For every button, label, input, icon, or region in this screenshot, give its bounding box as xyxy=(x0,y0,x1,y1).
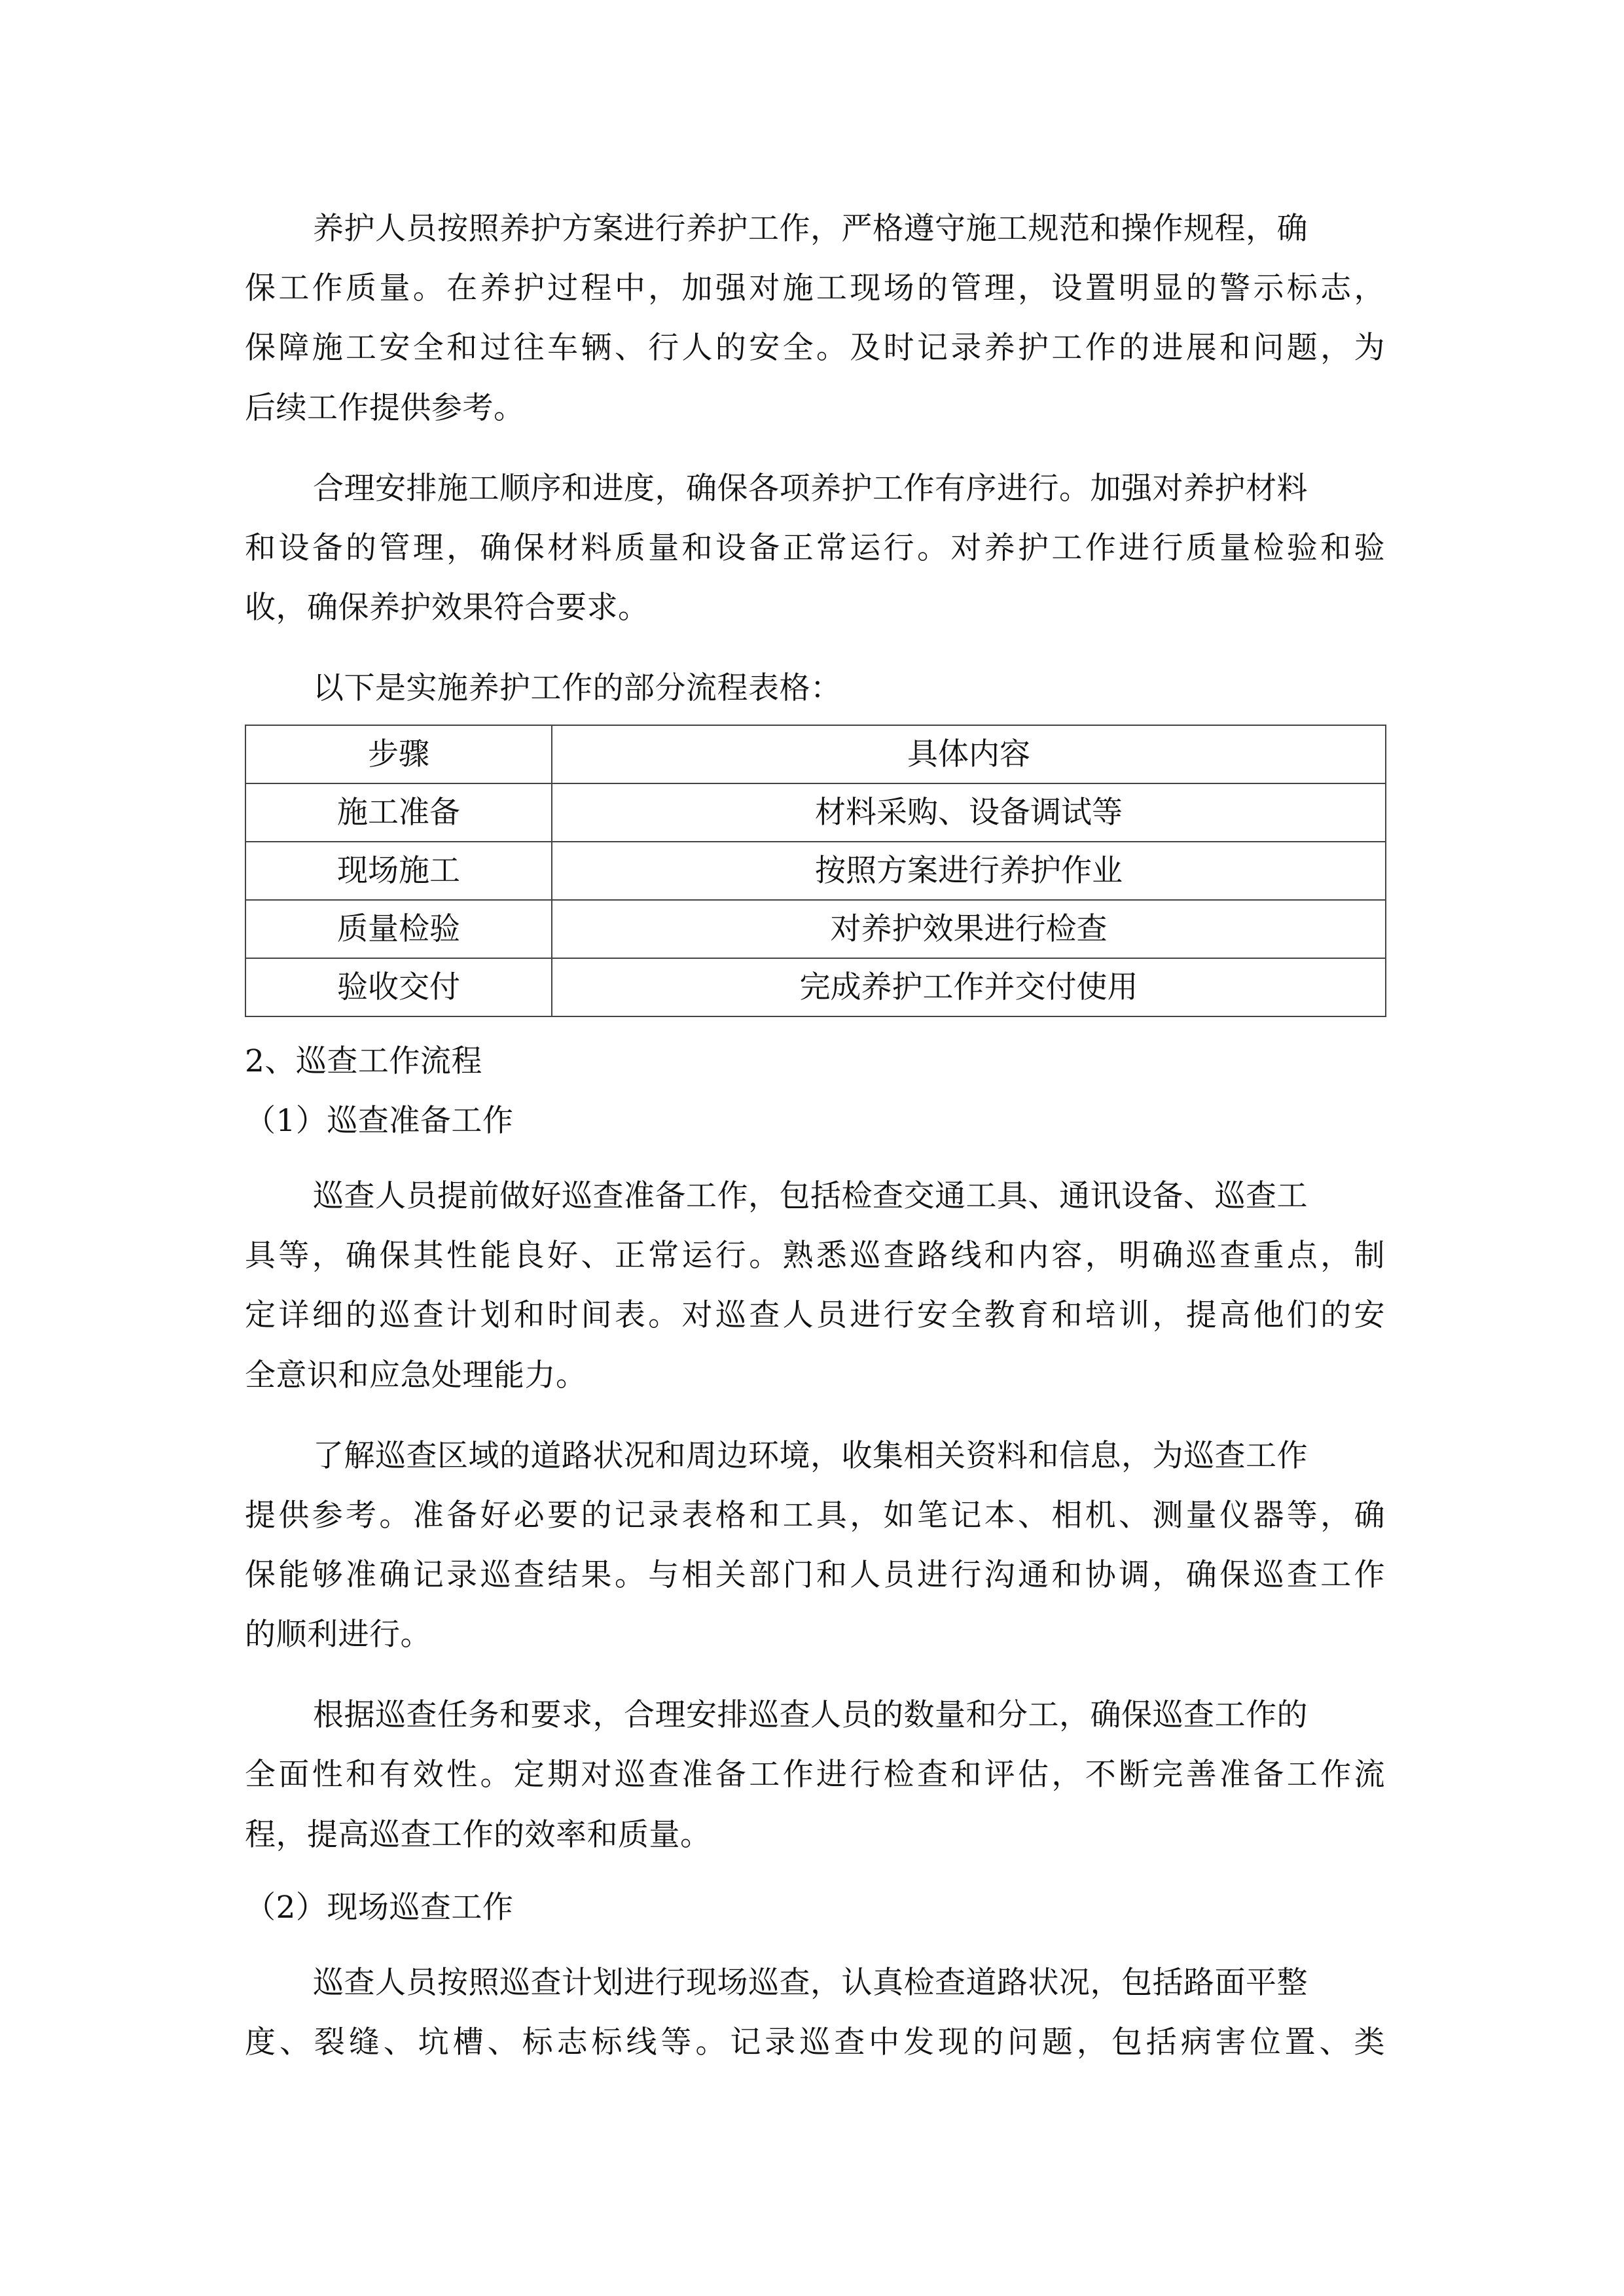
table-row xyxy=(245,783,1386,842)
table-header-row xyxy=(245,725,1386,783)
table-cell-content: 按照方案进行养护作业 xyxy=(552,842,1386,900)
paragraph-line: 保工作质量。在养护过程中，加强对施工现场的管理，设置明显的警示标志， xyxy=(245,270,1385,306)
table-row xyxy=(245,958,1386,1016)
table-cell-content: 完成养护工作并交付使用 xyxy=(552,958,1386,1016)
paragraph-line: 全意识和应急处理能力。 xyxy=(245,1357,587,1393)
paragraph-line: 和设备的管理，确保材料质量和设备正常运行。对养护工作进行质量检验和验 xyxy=(245,530,1385,566)
paragraph-line: 后续工作提供参考。 xyxy=(245,390,525,426)
table-row xyxy=(245,900,1386,958)
paragraph-line: 合理安排施工顺序和进度，确保各项养护工作有序进行。加强对养护材料 xyxy=(313,471,1308,507)
table-cell-step: 验收交付 xyxy=(245,958,552,1016)
paragraph-line: 收，确保养护效果符合要求。 xyxy=(245,590,649,626)
paragraph-line: 保能够准确记录巡查结果。与相关部门和人员进行沟通和协调，确保巡查工作 xyxy=(245,1557,1385,1593)
table-header-cell: 具体内容 xyxy=(552,725,1386,783)
paragraph-line: 巡查人员按照巡查计划进行现场巡查，认真检查道路状况，包括路面平整 xyxy=(313,1965,1308,2001)
section-heading: 2、巡查工作流程 xyxy=(245,1043,482,1079)
paragraph-line: 度、裂缝、坑槽、标志标线等。记录巡查中发现的问题，包括病害位置、类 xyxy=(245,2024,1385,2060)
paragraph-line: 程，提高巡查工作的效率和质量。 xyxy=(245,1817,712,1853)
subsection-heading: （2）现场巡查工作 xyxy=(245,1890,514,1926)
paragraph-line: 具等，确保其性能良好、正常运行。熟悉巡查路线和内容，明确巡查重点，制 xyxy=(245,1238,1385,1274)
table-intro: 以下是实施养护工作的部分流程表格： xyxy=(313,670,842,706)
table-cell-step: 现场施工 xyxy=(245,842,552,900)
table-cell-step: 施工准备 xyxy=(245,783,552,842)
table-cell-content: 材料采购、设备调试等 xyxy=(552,783,1386,842)
paragraph-line: 了解巡查区域的道路状况和周边环境，收集相关资料和信息，为巡查工作 xyxy=(313,1438,1308,1474)
paragraph-line: 的顺利进行。 xyxy=(245,1617,431,1653)
paragraph-line: 提供参考。准备好必要的记录表格和工具，如笔记本、相机、测量仪器等，确 xyxy=(245,1498,1385,1534)
paragraph-line: 巡查人员提前做好巡查准备工作，包括检查交通工具、通讯设备、巡查工 xyxy=(313,1178,1308,1214)
process-table xyxy=(245,725,1386,1017)
table-cell-content: 对养护效果进行检查 xyxy=(552,900,1386,958)
table-cell-step: 质量检验 xyxy=(245,900,552,958)
subsection-heading: （1）巡查准备工作 xyxy=(245,1103,514,1139)
table-row xyxy=(245,842,1386,900)
paragraph-line: 养护人员按照养护方案进行养护工作，严格遵守施工规范和操作规程，确 xyxy=(313,211,1308,247)
table-header-cell: 步骤 xyxy=(245,725,552,783)
paragraph-line: 保障施工安全和过往车辆、行人的安全。及时记录养护工作的进展和问题，为 xyxy=(245,330,1385,366)
paragraph-line: 根据巡查任务和要求，合理安排巡查人员的数量和分工，确保巡查工作的 xyxy=(313,1697,1308,1733)
paragraph-line: 全面性和有效性。定期对巡查准备工作进行检查和评估，不断完善准备工作流 xyxy=(245,1757,1385,1793)
paragraph-line: 定详细的巡查计划和时间表。对巡查人员进行安全教育和培训，提高他们的安 xyxy=(245,1297,1385,1333)
